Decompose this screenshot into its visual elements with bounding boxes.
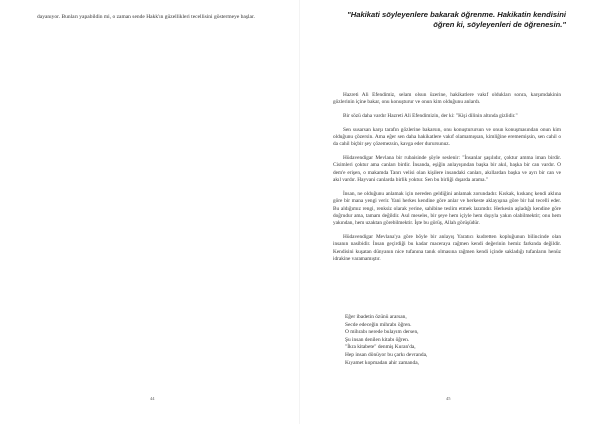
paragraph: Bir sözü daha vardır Hazreti Ali Efendimizin, der ki: "Kişi dilinin altında gizlidir.": [343, 113, 518, 119]
right-page-number: 45: [446, 396, 451, 401]
poem-line: Şu insan denilen kitabı öğren.: [345, 336, 410, 343]
poem: [345, 314, 545, 367]
paragraph: Hüdavendigar Mevlana'ya göre böyle bir anlayış Yaratıcı kudretten kopluğunun bilincinde olan insanın nasibidir. İnsan geçirdiği bu kadar maceraya rağmen kendi değerinin hemiz farkında değildir. Kendisini kuşatan dünyanın nice tufanına tanık olmasına rağmen kendi içinde sakladığı tufanların henüz idrakine varamamıştır.: [333, 234, 561, 263]
epigraph-quote: "Hakikati söyleyenlere bakarak öğrenme. Hakikatin kendisini öğren ki, söyleyenleri de öğrenesin.": [347, 10, 566, 29]
poem-line: "İkra kitabete" denmiş Kuran'da,: [345, 344, 416, 351]
poem-line: Kıyamet kopmadan ahir zamanda,: [345, 359, 419, 366]
poem-line: O mihrabı nerede bulayım dersen,: [345, 329, 419, 336]
poem-line: Eğer ibadetin özünü ararsan,: [345, 314, 407, 320]
poem-line: Secde edeceğin mihrabı öğren.: [345, 321, 412, 328]
body-text: [333, 92, 561, 270]
paragraph: Hazreti Ali Efendimiz, selam olsun üzerine, hakikatlere vakıf oldukları sonra, karşımdakinin gözlerinin içine bakar, onu konuşturur ve onun kim olduğunu anlardı.: [333, 92, 561, 106]
paragraph: İnsan, ne olduğunu anlamak için nereden geldiğini anlamak zorundadır. Kıskak, kıskanç kendi aklına göre bir mana yengi verir. Yani herkes kendine göre anlar ve herkeste aklayışına göre bir hal tecelli eder. Bu aldığımız rengi, renksiz olarak yerine, sahibine teslim etmek lazımdır. Herkesin aşladığı kendine göre doğrudur ama, tamam değildir. Asıl meseleı, bir şeye hem içiyle hem dışıyla yakın olabilmektir; onu hem yakından, hem uzaktan görebilmektir. İşte bu görüş, Allah görüşüdür.: [333, 190, 561, 227]
left-page-text: dayanıyor. Bunları yapabildin mi, o zaman sende Hakk'ın güzellikleri tecellisini göstermeye başlar.: [37, 14, 255, 20]
left-page-number: 44: [150, 396, 155, 401]
poem-line: Hep insan dönüyor bu çarkı devranda,: [345, 351, 428, 358]
paragraph: Sen susarsan karşı tarafın gözlerine bakarsın, onu konuşturursun ve onun konuşmasından onun kim olduğunu çözersin. Ama eğer sen daha hakikatlere vakıf olamamışsan, kimliğine erememişsin, sen cahil o da cahil biçbir şey çözemezsin, kavga eder durursunuz.: [333, 126, 561, 148]
paragraph: Hüdavendigar Mevlana bir rubaisinde şöyle seslenir: "İnsanlar şaşılıdır, çoktur amma iman birdir. Cisimleri çoktur ama canları birdir. İnsanda, eşiğin anlayışından başka bir akıl, başka bir can vardır. O dem'e erişen, o makamda Tanrı velisi olan kişilere insandaki canları, akıllardan başka ve ayrı bir can ve akıl vardır. Hayvani canlarda birlik yoktur. Sen bu birliği dışarda arama.": [333, 155, 561, 184]
